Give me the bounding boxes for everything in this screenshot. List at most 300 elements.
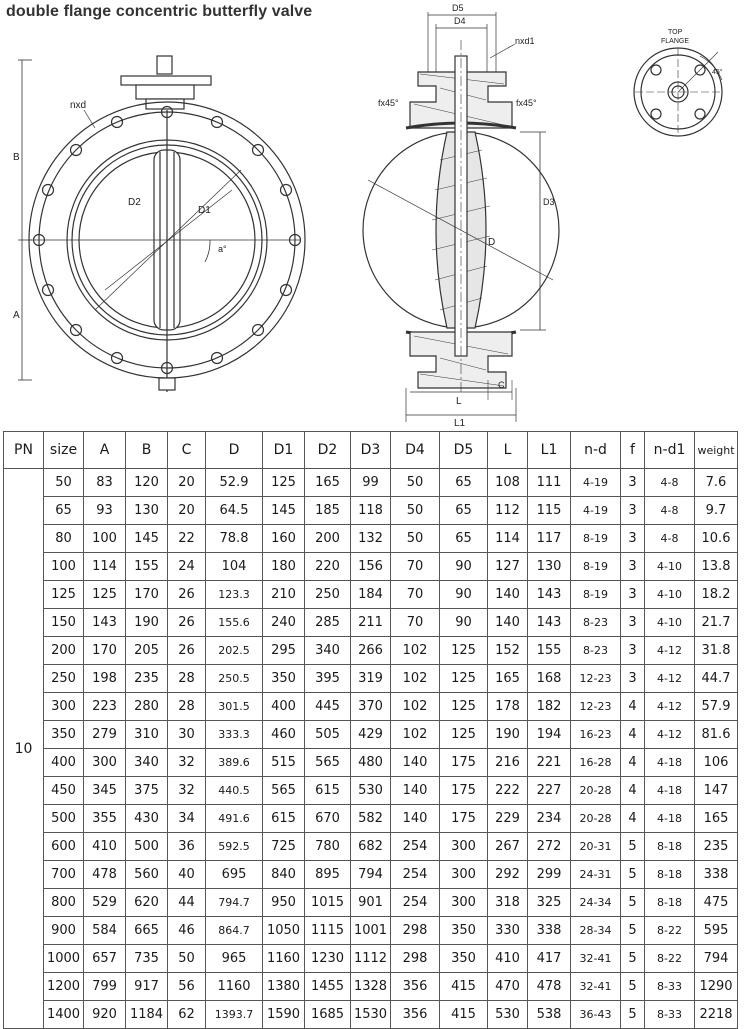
table-cell: 5 [621,917,645,945]
column-header: D1 [263,432,305,469]
table-cell: 350 [440,917,488,945]
table-cell: 170 [126,581,168,609]
label-angle: a° [218,244,227,254]
table-cell: 950 [263,889,305,917]
table-cell: 8-23 [571,609,621,637]
table-cell: 24-31 [571,861,621,889]
table-cell: 155 [528,637,571,665]
table-cell: 370 [351,693,391,721]
table-cell: 2218 [695,1001,738,1029]
table-cell: 250 [305,581,351,609]
table-cell: 160 [263,525,305,553]
table-cell: 8-33 [645,973,695,1001]
table-cell: 254 [391,833,440,861]
table-cell: 210 [263,581,305,609]
table-cell: 615 [305,777,351,805]
table-cell: 81.6 [695,721,738,749]
table-cell: 338 [528,917,571,945]
table-cell: 194 [528,721,571,749]
table-cell: 470 [488,973,528,1001]
table-cell: 50 [168,945,206,973]
label-D2: D2 [128,197,141,208]
table-cell: 5 [621,889,645,917]
table-cell: 670 [305,805,351,833]
table-cell: 665 [126,917,168,945]
table-cell: 140 [391,805,440,833]
table-cell: 118 [351,497,391,525]
table-cell: 175 [440,805,488,833]
table-cell: 102 [391,693,440,721]
table-cell: 220 [305,553,351,581]
table-cell: 140 [391,777,440,805]
table-cell: 794 [695,945,738,973]
table-cell: 8-22 [645,945,695,973]
table-cell: 170 [84,637,126,665]
table-cell: 1530 [351,1001,391,1029]
table-cell: 3 [621,581,645,609]
table-cell: 895 [305,861,351,889]
table-row [4,1001,738,1029]
table-cell: 125 [440,721,488,749]
table-cell: 200 [44,637,84,665]
table-cell: 31.8 [695,637,738,665]
table-cell: 1230 [305,945,351,973]
table-cell: 125 [84,581,126,609]
table-cell: 250 [44,665,84,693]
table-cell: 180 [263,553,305,581]
table-cell: 319 [351,665,391,693]
table-cell: 864.7 [206,917,263,945]
table-cell: 800 [44,889,84,917]
table-cell: 140 [488,609,528,637]
table-cell: 65 [440,469,488,497]
table-cell: 799 [84,973,126,1001]
table-cell: 102 [391,637,440,665]
table-cell: 1685 [305,1001,351,1029]
table-cell: 200 [305,525,351,553]
table-cell: 350 [263,665,305,693]
table-cell: 8-19 [571,525,621,553]
table-cell: 3 [621,525,645,553]
table-cell: 4-12 [645,721,695,749]
label-fx45-left: fx45° [378,98,399,108]
table-row [4,749,738,777]
table-cell: 216 [488,749,528,777]
table-cell: 280 [126,693,168,721]
table-cell: 300 [44,693,84,721]
table-cell: 333.3 [206,721,263,749]
table-cell: 28 [168,693,206,721]
table-cell: 202.5 [206,637,263,665]
table-cell: 4-12 [645,693,695,721]
table-cell: 93 [84,497,126,525]
table-cell: 165 [695,805,738,833]
table-cell: 130 [126,497,168,525]
table-cell: 584 [84,917,126,945]
table-cell: 221 [528,749,571,777]
table-cell: 4-8 [645,497,695,525]
table-cell: 920 [84,1001,126,1029]
table-cell: 235 [695,833,738,861]
table-row [4,721,738,749]
table-cell: 20-28 [571,805,621,833]
table-cell: 478 [84,861,126,889]
side-section-view [363,12,559,422]
table-cell: 168 [528,665,571,693]
table-cell: 143 [528,581,571,609]
table-cell: 115 [528,497,571,525]
table-cell: 500 [44,805,84,833]
table-cell: 90 [440,553,488,581]
table-cell: 1015 [305,889,351,917]
table-cell: 90 [440,581,488,609]
column-header: B [126,432,168,469]
table-cell: 794 [351,861,391,889]
table-cell: 32-41 [571,973,621,1001]
table-cell: 310 [126,721,168,749]
table-cell: 3 [621,469,645,497]
table-cell: 355 [84,805,126,833]
table-cell: 8-18 [645,861,695,889]
table-cell: 140 [391,749,440,777]
table-cell: 9.7 [695,497,738,525]
table-cell: 165 [305,469,351,497]
table-cell: 4 [621,721,645,749]
table-cell: 8-22 [645,917,695,945]
table-cell: 4-12 [645,665,695,693]
table-cell: 565 [263,777,305,805]
table-cell: 32 [168,749,206,777]
table-cell: 298 [391,945,440,973]
table-cell: 140 [488,581,528,609]
table-cell: 100 [44,553,84,581]
table-cell: 3 [621,497,645,525]
table-cell: 1380 [263,973,305,1001]
table-cell: 132 [351,525,391,553]
table-cell: 211 [351,609,391,637]
table-cell: 104 [206,553,263,581]
table-cell: 295 [263,637,305,665]
table-cell: 318 [488,889,528,917]
table-row [4,861,738,889]
table-cell: 460 [263,721,305,749]
table-cell: 155 [126,553,168,581]
pn-cell: 10 [4,469,44,1029]
table-cell: 400 [44,749,84,777]
table-cell: 538 [528,1001,571,1029]
label-D5: D5 [452,3,464,13]
table-cell: 65 [44,497,84,525]
label-45: 45° [712,69,723,76]
table-cell: 478 [528,973,571,1001]
table-cell: 429 [351,721,391,749]
table-cell: 3 [621,609,645,637]
table-cell: 695 [206,861,263,889]
table-cell: 350 [44,721,84,749]
table-cell: 1184 [126,1001,168,1029]
label-top: TOP [668,29,683,36]
table-cell: 300 [440,889,488,917]
table-cell: 5 [621,861,645,889]
column-header: f [621,432,645,469]
table-cell: 4-10 [645,581,695,609]
table-cell: 400 [263,693,305,721]
table-cell: 20-28 [571,777,621,805]
table-cell: 3 [621,553,645,581]
table-cell: 395 [305,665,351,693]
table-cell: 70 [391,609,440,637]
table-cell: 279 [84,721,126,749]
table-cell: 205 [126,637,168,665]
table-cell: 125 [440,693,488,721]
table-cell: 62 [168,1001,206,1029]
table-cell: 28-34 [571,917,621,945]
table-cell: 1328 [351,973,391,1001]
table-cell: 44.7 [695,665,738,693]
table-cell: 1290 [695,973,738,1001]
table-cell: 40 [168,861,206,889]
table-row [4,973,738,1001]
table-cell: 300 [440,861,488,889]
table-cell: 130 [528,553,571,581]
table-cell: 1590 [263,1001,305,1029]
table-cell: 475 [695,889,738,917]
table-cell: 22 [168,525,206,553]
table-cell: 340 [126,749,168,777]
table-cell: 267 [488,833,528,861]
table-row [4,637,738,665]
table-cell: 16-28 [571,749,621,777]
table-cell: 410 [84,833,126,861]
table-cell: 222 [488,777,528,805]
table-cell: 143 [528,609,571,637]
table-cell: 117 [528,525,571,553]
label-C: C [498,380,505,390]
table-row [4,889,738,917]
table-cell: 4-19 [571,497,621,525]
column-header: n-d [571,432,621,469]
table-cell: 595 [695,917,738,945]
table-cell: 123.3 [206,581,263,609]
table-cell: 1200 [44,973,84,1001]
table-cell: 254 [391,861,440,889]
table-cell: 106 [695,749,738,777]
table-cell: 250.5 [206,665,263,693]
table-cell: 4 [621,693,645,721]
table-cell: 657 [84,945,126,973]
table-cell: 108 [488,469,528,497]
table-cell: 240 [263,609,305,637]
table-cell: 582 [351,805,391,833]
table-cell: 50 [391,525,440,553]
label-B: B [13,152,20,163]
table-cell: 165 [488,665,528,693]
page-title: double flange concentric butterfly valve [6,3,313,20]
table-cell: 125 [263,469,305,497]
table-cell: 26 [168,637,206,665]
table-cell: 445 [305,693,351,721]
table-cell: 20-31 [571,833,621,861]
table-row [4,917,738,945]
column-header: D4 [391,432,440,469]
table-row [4,833,738,861]
table-cell: 125 [440,637,488,665]
table-cell: 1400 [44,1001,84,1029]
table-cell: 4 [621,777,645,805]
table-cell: 4-10 [645,553,695,581]
table-cell: 7.6 [695,469,738,497]
table-cell: 26 [168,581,206,609]
label-L: L [456,396,462,407]
table-row [4,553,738,581]
label-A: A [13,310,20,321]
table-cell: 4-18 [645,749,695,777]
table-cell: 794.7 [206,889,263,917]
column-header: D3 [351,432,391,469]
table-row [4,581,738,609]
table-cell: 8-19 [571,553,621,581]
header-row [4,432,738,469]
table-cell: 70 [391,553,440,581]
table-cell: 615 [263,805,305,833]
column-header: C [168,432,206,469]
table-cell: 917 [126,973,168,1001]
table-cell: 127 [488,553,528,581]
table-cell: 4-10 [645,609,695,637]
table-cell: 4-18 [645,777,695,805]
table-cell: 1393.7 [206,1001,263,1029]
table-cell: 175 [440,749,488,777]
table-cell: 24 [168,553,206,581]
table-cell: 50 [44,469,84,497]
table-cell: 1115 [305,917,351,945]
table-cell: 120 [126,469,168,497]
table-cell: 4-19 [571,469,621,497]
table-cell: 4 [621,805,645,833]
table-cell: 102 [391,721,440,749]
table-cell: 50 [391,497,440,525]
label-flange: FLANGE [661,38,690,45]
table-cell: 65 [440,525,488,553]
table-cell: 1050 [263,917,305,945]
table-cell: 44 [168,889,206,917]
label-nxd: nxd [70,100,87,111]
table-cell: 725 [263,833,305,861]
table-cell: 530 [351,777,391,805]
table-cell: 18.2 [695,581,738,609]
table-cell: 735 [126,945,168,973]
table-cell: 234 [528,805,571,833]
table-cell: 145 [126,525,168,553]
table-cell: 300 [84,749,126,777]
table-cell: 150 [44,609,84,637]
table-cell: 375 [126,777,168,805]
table-cell: 20 [168,469,206,497]
table-cell: 1160 [206,973,263,1001]
table-cell: 299 [528,861,571,889]
table-cell: 152 [488,637,528,665]
table-cell: 700 [44,861,84,889]
table-cell: 1455 [305,973,351,1001]
table-cell: 70 [391,581,440,609]
label-L1: L1 [454,418,466,428]
column-header: D2 [305,432,351,469]
table-cell: 235 [126,665,168,693]
table-cell: 10.6 [695,525,738,553]
table-cell: 185 [305,497,351,525]
table-cell: 515 [263,749,305,777]
table-cell: 5 [621,973,645,1001]
table-cell: 440.5 [206,777,263,805]
column-header: A [84,432,126,469]
table-cell: 111 [528,469,571,497]
table-cell: 46 [168,917,206,945]
table-cell: 565 [305,749,351,777]
table-cell: 780 [305,833,351,861]
table-cell: 530 [488,1001,528,1029]
table-header [4,432,738,469]
table-cell: 301.5 [206,693,263,721]
table-row [4,805,738,833]
label-D3: D3 [543,197,555,207]
table-cell: 36 [168,833,206,861]
table-cell: 1000 [44,945,84,973]
table-cell: 12-23 [571,693,621,721]
table-row [4,525,738,553]
table-cell: 26 [168,609,206,637]
table-cell: 198 [84,665,126,693]
table-cell: 90 [440,609,488,637]
table-cell: 325 [528,889,571,917]
table-cell: 8-23 [571,637,621,665]
table-cell: 5 [621,833,645,861]
table-cell: 125 [440,665,488,693]
column-header: weight [695,432,738,469]
table-cell: 24-34 [571,889,621,917]
table-cell: 3 [621,637,645,665]
table-cell: 682 [351,833,391,861]
table-cell: 901 [351,889,391,917]
label-D1: D1 [198,205,211,216]
table-cell: 112 [488,497,528,525]
table-cell: 36-43 [571,1001,621,1029]
table-cell: 4-18 [645,805,695,833]
table-cell: 20 [168,497,206,525]
table-cell: 415 [440,973,488,1001]
table-row [4,469,738,497]
table-cell: 505 [305,721,351,749]
table-cell: 1001 [351,917,391,945]
table-cell: 415 [440,1001,488,1029]
table-cell: 52.9 [206,469,263,497]
table-cell: 330 [488,917,528,945]
table-cell: 350 [440,945,488,973]
table-cell: 229 [488,805,528,833]
table-cell: 178 [488,693,528,721]
table-cell: 840 [263,861,305,889]
dimension-table [3,431,738,1029]
table-cell: 345 [84,777,126,805]
table-cell: 266 [351,637,391,665]
front-view [18,56,305,392]
table-cell: 34 [168,805,206,833]
table-cell: 156 [351,553,391,581]
table-cell: 5 [621,1001,645,1029]
table-cell: 292 [488,861,528,889]
table-cell: 1112 [351,945,391,973]
table-cell: 30 [168,721,206,749]
table-cell: 340 [305,637,351,665]
